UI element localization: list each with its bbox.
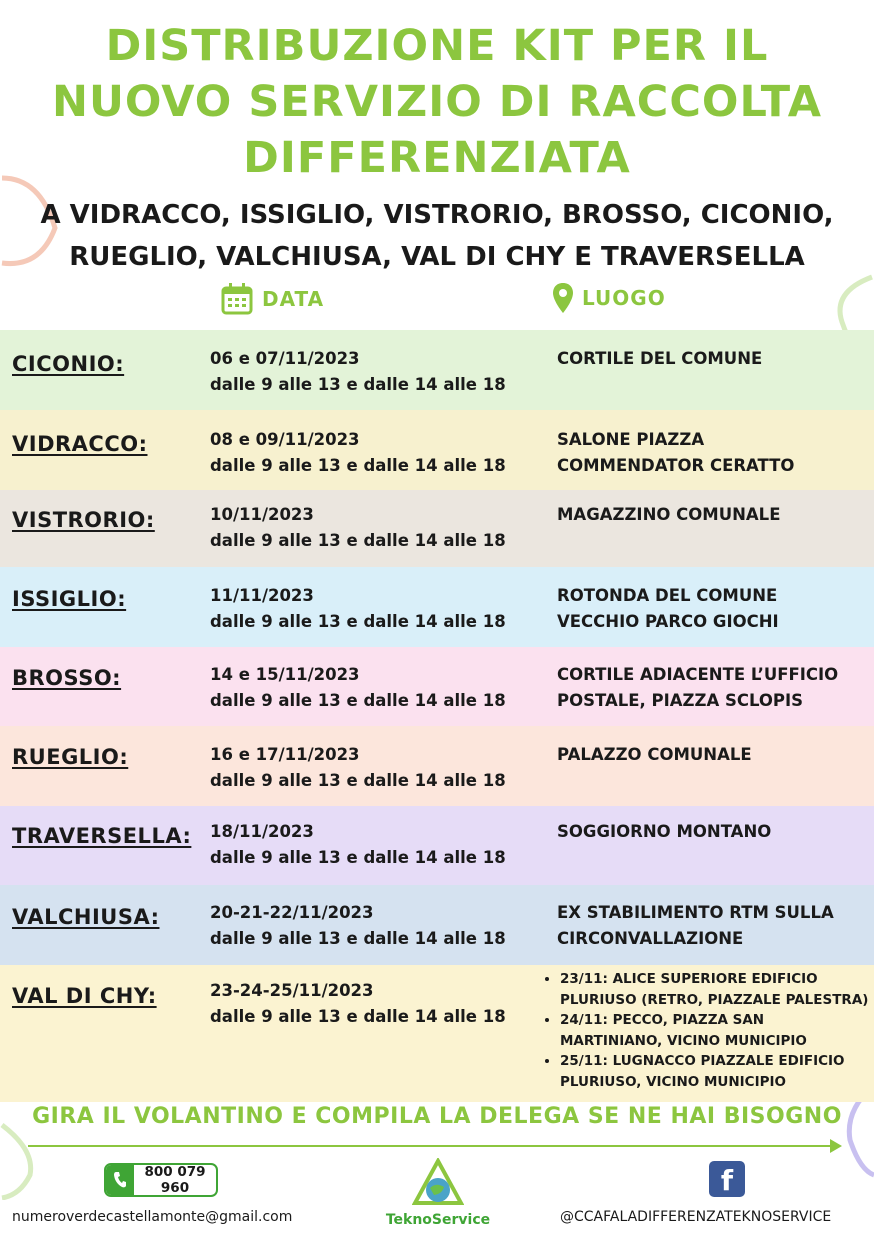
place-cell — [557, 662, 857, 714]
place-line: • 24/11: PECCO, PIAZZA SAN — [560, 1012, 765, 1028]
hours-value: dalle 9 alle 13 e dalle 14 alle 18 — [210, 771, 506, 790]
email-address[interactable]: numeroverdecastellamonte@gmail.com — [12, 1209, 293, 1225]
place-bullet — [560, 1051, 874, 1092]
place-bullet — [560, 1010, 874, 1051]
place-line: ROTONDA DEL COMUNE — [557, 586, 778, 605]
place-line: PLURIUSO (RETRO, PIAZZALE PALESTRA) — [560, 991, 869, 1008]
teknoservice-logo-icon — [412, 1158, 464, 1210]
date-header-label: DATA — [262, 287, 325, 311]
date-cell — [210, 819, 506, 871]
hours-value: dalle 9 alle 13 e dalle 14 alle 18 — [210, 848, 506, 867]
schedule-row — [0, 965, 874, 1102]
date-cell — [210, 427, 506, 479]
place-cell — [557, 819, 857, 845]
title-line: NUOVO SERVIZIO DI RACCOLTA — [51, 77, 823, 127]
facebook-icon[interactable] — [709, 1161, 745, 1197]
place-line: SOGGIORNO MONTANO — [557, 822, 772, 841]
towns-subtitle — [0, 194, 874, 278]
place-cell — [557, 502, 857, 528]
hours-value: dalle 9 alle 13 e dalle 14 alle 18 — [210, 456, 506, 475]
phone-icon — [106, 1165, 134, 1195]
hours-value: dalle 9 alle 13 e dalle 14 alle 18 — [210, 612, 506, 631]
social-handle[interactable]: @CCAFALADIFFERENZATEKNOSERVICE — [560, 1209, 832, 1225]
hours-value: dalle 9 alle 13 e dalle 14 alle 18 — [210, 375, 506, 394]
schedule-row — [0, 806, 874, 885]
place-line: CORTILE ADIACENTE L’UFFICIO — [557, 665, 839, 684]
town-name: VIDRACCO: — [12, 432, 148, 456]
place-line: VECCHIO PARCO GIOCHI — [557, 612, 779, 631]
town-name: VALCHIUSA: — [12, 905, 160, 929]
phone-number: 800 079 960 — [144, 1164, 206, 1196]
date-value: 20-21-22/11/2023 — [210, 903, 374, 922]
town-name: CICONIO: — [12, 352, 125, 376]
date-cell — [210, 346, 506, 398]
date-cell — [210, 742, 506, 794]
date-value: 23-24-25/11/2023 — [210, 981, 374, 1000]
place-cell — [557, 346, 857, 372]
date-value: 11/11/2023 — [210, 586, 314, 605]
place-line: PLURIUSO, VICINO MUNICIPIO — [560, 1073, 787, 1090]
place-line: MAGAZZINO COMUNALE — [557, 505, 781, 524]
date-cell — [210, 583, 506, 635]
place-line: • 25/11: LUGNACCO PIAZZALE EDIFICIO — [560, 1053, 845, 1069]
date-column-header — [220, 282, 324, 316]
date-cell — [210, 502, 506, 554]
place-line: • 23/11: ALICE SUPERIORE EDIFICIO — [560, 971, 818, 987]
date-cell — [210, 662, 506, 714]
title-line: DISTRIBUZIONE KIT PER IL — [105, 21, 769, 71]
town-name: RUEGLIO: — [12, 745, 129, 769]
place-column-header — [552, 282, 666, 314]
place-line: POSTALE, PIAZZA SCLOPIS — [557, 691, 804, 710]
schedule-row — [0, 490, 874, 567]
facebook-glyph: f — [720, 1164, 734, 1197]
place-line: COMMENDATOR CERATTO — [557, 456, 795, 475]
place-cell — [557, 427, 857, 479]
date-value: 16 e 17/11/2023 — [210, 745, 360, 764]
place-line: CIRCONVALLAZIONE — [557, 929, 744, 948]
place-bullet — [560, 969, 874, 1010]
date-cell — [210, 900, 506, 952]
town-name: BROSSO: — [12, 666, 122, 690]
subtitle-line: A VIDRACCO, ISSIGLIO, VISTRORIO, BROSSO, CICONIO, — [40, 200, 834, 230]
recycle-arrow-icon — [0, 1120, 40, 1200]
schedule-row — [0, 410, 874, 490]
place-header-label: LUOGO — [582, 286, 666, 310]
town-name: VISTRORIO: — [12, 508, 155, 532]
place-bullet-list — [540, 969, 874, 1092]
date-cell — [210, 978, 506, 1030]
title-line: DIFFERENZIATA — [243, 133, 631, 183]
schedule-row — [0, 885, 874, 965]
place-line: EX STABILIMENTO RTM SULLA — [557, 903, 834, 922]
date-value: 08 e 09/11/2023 — [210, 430, 360, 449]
place-line: PALAZZO COMUNALE — [557, 745, 752, 764]
town-name: ISSIGLIO: — [12, 587, 127, 611]
brand-logo-text: TeknoService — [385, 1212, 491, 1228]
date-value: 10/11/2023 — [210, 505, 314, 524]
date-value: 06 e 07/11/2023 — [210, 349, 360, 368]
place-cell — [557, 583, 857, 635]
hours-value: dalle 9 alle 13 e dalle 14 alle 18 — [210, 531, 506, 550]
place-line: SALONE PIAZZA — [557, 430, 705, 449]
instruction-text: GIRA IL VOLANTINO E COMPILA LA DELEGA SE NE HAI BISOGNO — [32, 1104, 842, 1129]
place-line: MARTINIANO, VICINO MUNICIPIO — [560, 1032, 807, 1049]
location-pin-icon — [552, 282, 574, 314]
date-value: 18/11/2023 — [210, 822, 314, 841]
schedule-row — [0, 647, 874, 726]
place-line: CORTILE DEL COMUNE — [557, 349, 763, 368]
page-title — [0, 18, 874, 186]
arrow-line — [28, 1145, 836, 1147]
schedule-row — [0, 726, 874, 806]
hours-value: dalle 9 alle 13 e dalle 14 alle 18 — [210, 1007, 506, 1026]
hours-value: dalle 9 alle 13 e dalle 14 alle 18 — [210, 929, 506, 948]
town-name: VAL DI CHY: — [12, 984, 157, 1008]
schedule-row — [0, 567, 874, 647]
hours-value: dalle 9 alle 13 e dalle 14 alle 18 — [210, 691, 506, 710]
toll-free-number-badge[interactable] — [104, 1163, 218, 1197]
subtitle-line: RUEGLIO, VALCHIUSA, VAL DI CHY E TRAVERSELLA — [69, 242, 805, 272]
date-value: 14 e 15/11/2023 — [210, 665, 360, 684]
calendar-icon — [220, 282, 254, 316]
town-name: TRAVERSELLA: — [12, 824, 192, 848]
arrow-right-icon — [830, 1139, 842, 1153]
place-cell — [557, 900, 857, 952]
schedule-row — [0, 330, 874, 410]
place-cell — [557, 742, 857, 768]
